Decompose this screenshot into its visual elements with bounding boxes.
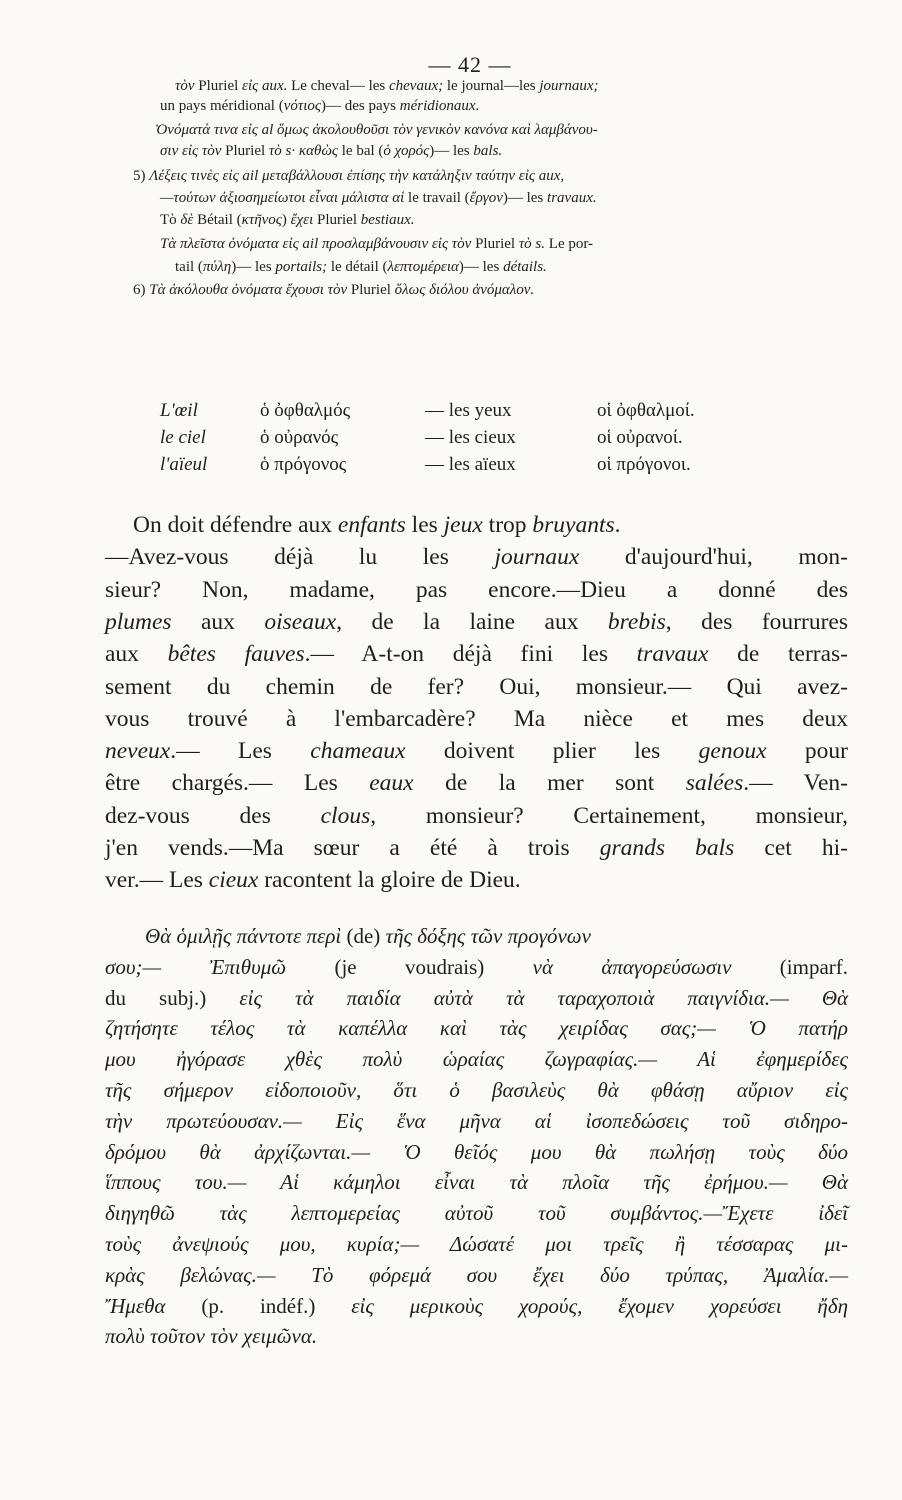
table-cell-plural-gr: οἱ ὀφθαλμοί. — [597, 400, 695, 421]
text-line — [160, 212, 415, 229]
text-segment: pour — [766, 738, 848, 765]
text-line — [105, 1263, 848, 1288]
text-segment: τῆς σήμερον εἰδοποιοῦν, ὅτι ὁ βασιλεὺς θὰ φθάσῃ αὔριον εἰς — [105, 1078, 848, 1102]
text-segment: κτῆνος — [241, 212, 282, 228]
text-segment: aux — [105, 641, 168, 668]
text-segment: —Avez-vous déjà lu les — [105, 544, 495, 571]
page-number: — 42 — — [428, 52, 512, 77]
text-segment: tail ( — [175, 259, 203, 275]
text-segment: Pluriel — [221, 143, 269, 159]
text-segment: (p. indéf.) — [201, 1293, 316, 1318]
text-segment: bruyants — [532, 512, 615, 538]
text-segment: chevaux; — [388, 78, 444, 94]
text-segment: travaux — [636, 641, 709, 668]
text-segment: κρὰς βελώνας.— Τὸ φόρεμά σου ἔχει δύο τρύπας, Ἀμαλία.— — [105, 1262, 848, 1287]
text-line — [133, 282, 534, 299]
text-segment: être chargés.— Les — [105, 770, 370, 797]
text-segment: le détail ( — [327, 259, 388, 275]
text-segment: doivent plier les — [405, 738, 699, 765]
text-segment: bals. — [473, 143, 503, 159]
text-line — [105, 1294, 848, 1319]
text-line — [105, 770, 848, 797]
text-segment: genoux — [698, 738, 767, 765]
text-segment: Ὀνόματά τινα εἰς al ὅμως ἀκολουθοῦσι τὸν γενικὸν κανόνα καὶ λαμβάνου- — [155, 122, 598, 138]
text-line — [105, 706, 848, 733]
text-segment: sement du chemin de fer? Oui, monsieur.— Qui avez- — [105, 673, 848, 700]
text-segment: .— Les — [170, 738, 311, 765]
text-segment: détails. — [503, 259, 547, 275]
text-line — [160, 98, 479, 115]
table-cell-singular-gr: ὁ ὀφθαλμός — [260, 400, 351, 421]
text-segment: Pluriel — [313, 212, 361, 228]
text-segment: σου;— Ἐπιθυμῶ — [105, 954, 335, 979]
text-segment: λεπτομέρεια — [387, 259, 459, 275]
text-segment: ἔχει — [290, 212, 314, 228]
table-cell-singular-fr: l'aïeul — [160, 454, 208, 475]
text-segment: ver.— Les — [105, 867, 209, 894]
table-cell-plural-gr: οἱ οὐρανοί. — [597, 427, 683, 448]
text-segment: νὰ ἀπαγορεύσωσιν — [484, 954, 780, 979]
text-segment: Τὸ — [160, 212, 181, 228]
text-segment: , de la laine aux — [336, 608, 608, 635]
text-segment: portails; — [275, 259, 328, 275]
text-line — [105, 641, 848, 668]
text-segment: (je voudrais) — [334, 954, 485, 979]
text-segment: ) — [281, 212, 291, 228]
text-segment: )— les — [502, 190, 548, 206]
text-segment: .— Ven- — [743, 770, 849, 797]
text-segment: εἰς μερικοὺς χορούς, ἔχομεν χορεύσει ἤδη — [315, 1293, 849, 1318]
text-line — [105, 544, 848, 571]
text-segment: ὅλως διόλου ἀνόμαλον. — [394, 282, 535, 298]
text-line — [155, 122, 598, 139]
text-segment: le travail ( — [404, 190, 470, 206]
text-segment: )— les — [231, 259, 276, 275]
text-line — [105, 803, 848, 830]
text-line — [160, 236, 593, 253]
text-line — [175, 259, 547, 276]
text-segment: Τὰ ἀκόλουθα ὀνόματα ἔχουσι τὸν — [149, 282, 348, 298]
text-segment: journaux; — [539, 78, 599, 94]
text-line — [105, 1109, 848, 1134]
text-segment: chameaux — [310, 738, 406, 765]
text-segment: clous — [320, 802, 371, 829]
text-segment: ἵππους του.— Αἱ κάμηλοι εἶναι τὰ πλοῖα τῆς ἐρήμου.— Θὰ — [105, 1170, 848, 1195]
text-segment: 5) — [133, 168, 150, 184]
text-line — [105, 1324, 317, 1349]
text-segment: Pluriel — [471, 236, 519, 252]
text-segment: oiseaux — [264, 608, 337, 635]
text-segment: On doit défendre aux — [133, 512, 338, 538]
text-line — [105, 986, 848, 1011]
text-segment: le journal—les — [443, 78, 540, 94]
text-line — [105, 1140, 848, 1165]
text-segment: διηγηθῶ τὰς λεπτομερείας αὐτοῦ τοῦ συμβάντος.—Ἔχετε ἰδεῖ — [105, 1201, 848, 1226]
text-segment: τὸ s· καθὼς — [268, 143, 338, 159]
text-segment: δὲ — [180, 212, 194, 228]
text-segment: racontent la gloire de Dieu. — [258, 867, 521, 894]
text-segment: Bétail ( — [193, 212, 242, 228]
table-cell-singular-fr: L'œil — [160, 400, 198, 421]
text-segment: , monsieur? Certainement, monsieur, — [370, 802, 848, 829]
text-segment: trop — [482, 512, 533, 538]
text-line — [105, 1170, 848, 1195]
text-segment: 6) — [133, 282, 150, 298]
text-line — [105, 867, 521, 894]
text-line — [105, 955, 848, 980]
text-segment: (de) — [346, 924, 381, 948]
table-cell-plural-fr: — les yeux — [425, 400, 512, 421]
text-segment: , des fourrures — [665, 608, 848, 635]
text-segment: brebis — [607, 608, 666, 635]
text-segment: cet hi- — [734, 835, 849, 861]
text-segment: εἰς aux. — [242, 78, 288, 94]
text-segment: Λέξεις τινὲς εἰς ail μεταβάλλουσι ἐπίσης τὴν κατάληξιν ταύτην εἰς aux, — [149, 168, 565, 184]
text-segment: εἰς τὰ παιδία αὐτὰ τὰ ταραχοποιὰ παιγνίδια.— Θὰ — [206, 985, 849, 1010]
text-segment: salées — [685, 770, 744, 797]
text-line — [133, 168, 564, 185]
text-segment: δρόμου θὰ ἀρχίζωνται.— Ὁ θεῖός μου θὰ πωλήσῃ τοὺς δύο — [105, 1139, 848, 1164]
text-line — [105, 1078, 848, 1103]
text-segment: eaux — [369, 770, 414, 797]
text-segment: travaux. — [547, 190, 597, 206]
text-segment: grands bals — [599, 835, 735, 861]
text-line — [105, 835, 848, 862]
text-segment: (imparf. — [779, 954, 849, 979]
text-segment: Le por- — [545, 236, 594, 252]
text-segment: jeux — [443, 512, 483, 538]
text-segment: ὁ χορός — [383, 143, 430, 159]
text-segment: de la mer sont — [413, 770, 686, 797]
text-line — [160, 190, 597, 207]
text-segment: le bal ( — [338, 143, 384, 159]
text-line — [105, 738, 848, 765]
text-line — [105, 609, 848, 636]
text-line — [105, 577, 848, 604]
text-segment: enfants — [337, 512, 406, 538]
text-segment: μου ἠγόρασε χθὲς πολὺ ὡραίας ζωγραφίας.— Αἱ ἐφημερίδες — [105, 1047, 848, 1072]
text-segment: τὸν — [175, 78, 195, 94]
text-segment: Ἤμεθα — [105, 1293, 202, 1318]
text-segment: neveux — [105, 738, 171, 765]
text-segment: j'en vends.—Ma sœur a été à trois — [105, 835, 600, 861]
table-cell-plural-fr: — les aïeux — [425, 454, 516, 475]
text-segment: νότιος — [283, 98, 322, 114]
text-segment: d'aujourd'hui, mon- — [579, 544, 848, 571]
text-segment: du subj.) — [105, 985, 207, 1010]
text-segment: de terras- — [708, 641, 849, 668]
text-segment: Pluriel — [347, 282, 395, 298]
text-segment: τὸ s. — [518, 236, 546, 252]
text-line — [145, 924, 591, 949]
text-segment: Θὰ ὁμιλῇς πάντοτε περὶ — [145, 924, 347, 948]
text-segment: —τούτων ἀξιοσημείωτοι εἶναι μάλιστα αἱ — [160, 190, 405, 206]
text-segment: . — [614, 512, 621, 538]
text-segment: ζητήσητε τέλος τὰ καπέλλα καὶ τὰς χειρίδας σας;— Ὁ πατήρ — [105, 1016, 848, 1041]
table-cell-plural-gr: οἱ πρόγονοι. — [597, 454, 691, 475]
text-segment: )— des pays — [321, 98, 400, 114]
text-segment: un pays méridional ( — [160, 98, 284, 114]
text-segment: Le cheval— les — [287, 78, 389, 94]
text-segment: τῆς δόξης τῶν προγόνων — [380, 924, 591, 948]
text-line — [105, 1201, 848, 1226]
text-segment: plumes — [105, 608, 172, 635]
text-segment: sieur? Non, madame, pas encore.—Dieu a donné des — [105, 576, 848, 603]
text-segment: )— les — [458, 259, 504, 275]
text-segment: cieux — [208, 867, 259, 894]
text-line — [175, 78, 599, 95]
text-line — [105, 674, 848, 701]
text-segment: Τὰ πλεῖστα ὀνόματα εἰς ail προσλαμβάνουσιν εἰς τὸν — [160, 236, 472, 252]
text-segment: dez-vous des — [105, 802, 321, 829]
text-segment: Pluriel — [194, 78, 243, 94]
text-segment: méridionaux. — [399, 98, 480, 114]
text-segment: bêtes fauves — [167, 641, 305, 668]
text-segment: σιν εἰς τὸν — [160, 143, 222, 159]
table-cell-singular-gr: ὁ οὐρανός — [260, 427, 339, 448]
text-segment: vous trouvé à l'embarcadère? Ma nièce et mes deux — [105, 705, 848, 732]
text-segment: πύλη — [202, 259, 232, 275]
text-line — [105, 1232, 848, 1257]
text-segment: bestiaux. — [360, 212, 415, 228]
table-cell-plural-fr: — les cieux — [425, 427, 516, 448]
text-segment: )— les — [429, 143, 474, 159]
text-segment: τὴν πρωτεύουσαν.— Εἰς ἕνα μῆνα αἱ ἰσοπεδώσεις τοῦ σιδηρο- — [105, 1108, 848, 1133]
text-segment: τοὺς ἀνεψιούς μου, κυρία;— Δώσατέ μοι τρεῖς ἢ τέσσαρας μι- — [105, 1232, 848, 1256]
text-segment: aux — [171, 608, 265, 635]
text-segment: les — [405, 512, 444, 538]
text-line — [133, 512, 621, 539]
table-cell-singular-gr: ὁ πρόγονος — [260, 454, 347, 475]
text-line — [105, 1016, 848, 1041]
text-segment: journaux — [494, 544, 580, 571]
text-segment: πολὺ τοῦτον τὸν χειμῶνα. — [105, 1324, 318, 1349]
text-line — [160, 143, 502, 160]
text-line — [105, 1047, 848, 1072]
text-segment: ἔργον — [469, 190, 503, 206]
text-segment: .— A-t-on déjà fini les — [304, 641, 637, 668]
table-cell-singular-fr: le ciel — [160, 427, 206, 448]
